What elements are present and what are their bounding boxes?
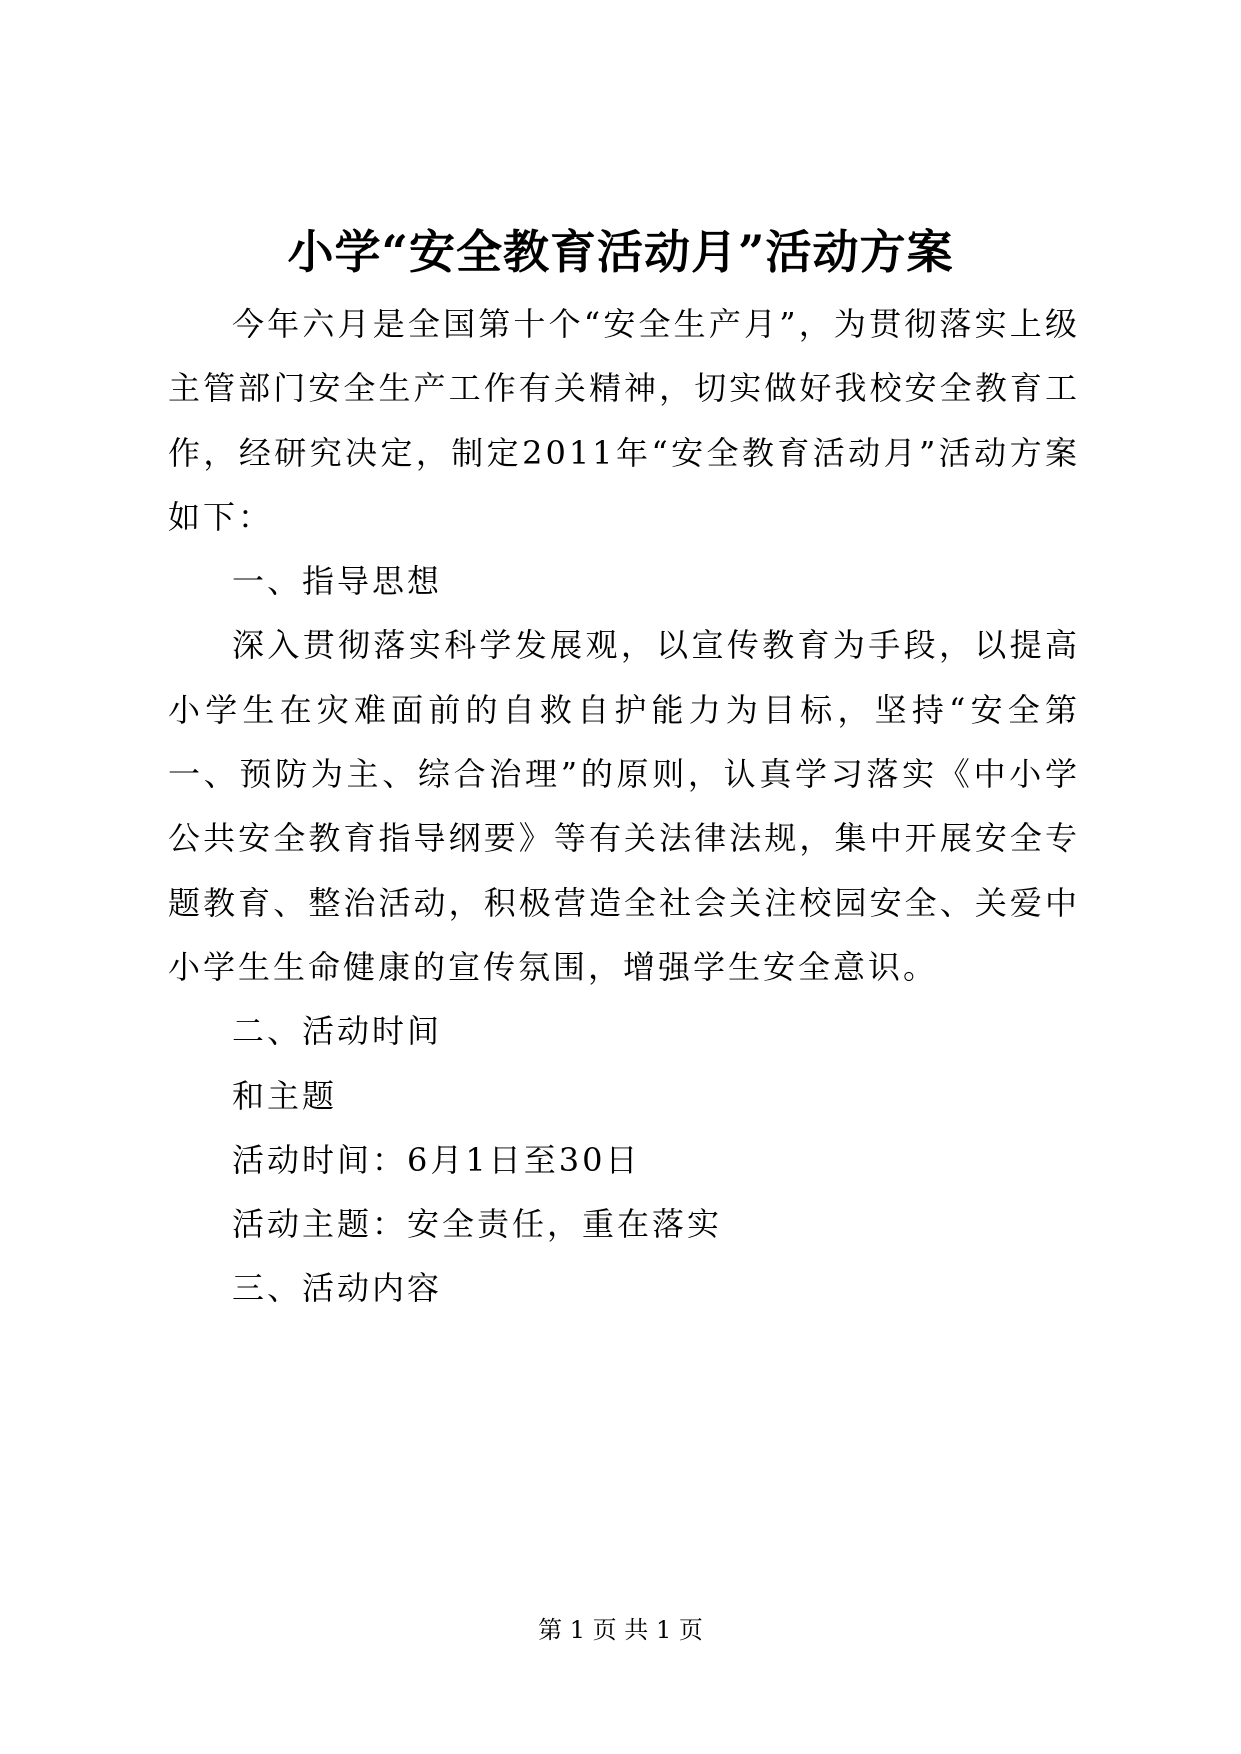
section-heading-theme-continuation: 和主题 [232,1076,338,1115]
guiding-ideology-paragraph: 深入贯彻落实科学发展观，以宣传教育为手段，以提高小学生在灾难面前的自救自护能力为目标，坚持“安全第一、预防为主、综合治理”的原则，认真学习落实《中小学公共安全教育指导纲要》等有关法律法规，集中开展安全专题教育、整治活动，积极营造全社会关注校园安全、关爱中小学生生命健康的宣传氛围，增强学生安全意识。 [168,626,1080,986]
section-heading-guiding-ideology: 一、指导思想 [232,562,443,601]
document-body [168,292,1080,1321]
section-heading-activity-content: 三、活动内容 [232,1269,443,1308]
page-number-footer: 第 1 页 共 1 页 [538,1616,703,1644]
section-heading-activity-time: 二、活动时间 [232,1012,443,1051]
intro-paragraph: 今年六月是全国第十个“安全生产月”，为贯彻落实上级主管部门安全生产工作有关精神，切实做好我校安全教育工作，经研究决定，制定2011年“安全教育活动月”活动方案如下： [168,305,1080,536]
activity-theme-line: 活动主题：安全责任，重在落实 [232,1205,723,1244]
document-title: 小学“安全教育活动月”活动方案 [287,225,954,279]
activity-time-line: 活动时间：6月1日至30日 [232,1140,641,1179]
